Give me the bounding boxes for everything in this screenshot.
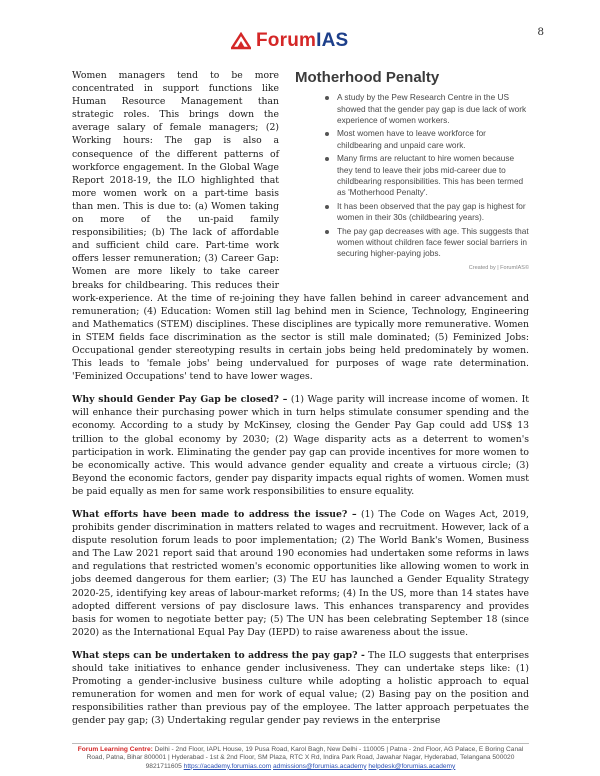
box-item: A study by the Pew Research Centre in the US showed that the gender pay gap is due lack of work experience of women workers.	[337, 92, 529, 126]
footer-phone: 9821711605	[145, 762, 182, 770]
box-item: Most women have to leave workforce for childbearing and unpaid care work.	[337, 128, 529, 151]
box-credit: Created by | ForumIAS©	[468, 264, 529, 271]
logo-text: ForumIAS	[256, 30, 349, 51]
paragraph-why-close	[72, 393, 529, 498]
footer-link-academy[interactable]: https://academy.forumias.com	[183, 762, 272, 770]
section-heading-steps: What steps can be undertaken to address the pay gap? -	[72, 649, 365, 661]
page-header	[0, 26, 600, 56]
box-title: Motherhood Penalty	[295, 69, 440, 86]
footer-link-admissions[interactable]: admissions@forumias.academy	[272, 762, 367, 770]
paragraph-efforts	[72, 508, 529, 639]
paragraph-causes-text: Women managers tend to be more concentrated in support functions like Human Resource Management than strategic roles. This brings down the average salary of female managers; (2) Working hours: The gap is also a consequence of the different patterns of workforce engagement. In the Global Wage Report 2018-19, the ILO highlighted that more women work on a part-time basis than men. This is due to: (a) Women taking on more of the un-paid family responsibilities; (b) The lack of affordable and sufficient child care. Part-time work offers lesser remuneration; (3) Career Gap: Women are more likely to take career breaks for childbearing. This reduces their work-experience. At the time of re-joining they have fallen behind in career advancement and remuneration; (4) Education: Women still lag behind men in Science, Technology, Engineering and Mathematics (STEM) disciplines. These disciplines are typically more remunerative. Women in STEM fields face discrimination as the sector is still male dominated; (5) Feminized Jobs: Occupational gender stereotyping results in certain jobs being held predominately by women. This leads to 'female jobs' being undervalued for purposes of wage rate determination. 'Feminized Occupations' tend to have lower wages.	[72, 70, 529, 383]
paragraph-steps	[72, 649, 529, 728]
forumias-logo-icon	[231, 32, 251, 50]
box-item: It has been observed that the pay gap is highest for women in their 30s (childbearing years).	[337, 201, 529, 224]
paragraph-steps-text: The ILO suggests that enterprises should take initiatives to enhance gender inclusiveness. They can undertake steps like: (1) Promoting a gender-inclusive business culture while adopting a holistic approach to equal remuneration for women and men for work of equal value; (2) Basing pay on the position and responsibilities rather than previous pay of the employee. The latter approach perpetuates the gender pay gap; (3) Undertaking regular gender pay reviews in the enterprise	[72, 649, 529, 727]
section-heading-why: Why should Gender Pay Gap be closed? –	[72, 394, 288, 406]
paragraph-why-text: (1) Wage parity will increase income of women. It will enhance their purchasing power which in turn helps stimulate consumer spending and the economy. According to a study by McKinsey, closing the Gender Pay Gap could add US$ 13 trillion to the global economy by 2030; (2) Wage disparity acts as a deterrent to women's participation in work. Eliminating the gender pay gap can provide incentives for more women to be economically active. This would advance gender equality and create a virtuous circle; (3) Beyond the economic factors, gender pay disparity impacts equal rights of women. Women must be paid equally as men for same work responsibilities to ensure equality.	[72, 394, 529, 497]
forumias-logo	[231, 30, 348, 52]
footer-link-helpdesk[interactable]: helpdesk@forumias.academy	[368, 762, 456, 770]
section-heading-efforts: What efforts have been made to address the issue? –	[72, 509, 357, 520]
footer-address: Delhi - 2nd Floor, IAPL House, 19 Pusa Road, Karol Bagh, New Delhi - 110005 | Patna - 2nd Floor, AG Palace, E Boring Canal Road, Patna, Bihar 800001 | Hyderabad - 1st & 2nd Floor, SM Plaza, RTC X Rd, Indira Park Road, Jawahar Nagar, Hyderabad, Telangana 500020	[86, 746, 524, 762]
box-item: The pay gap decreases with age. This suggests that women without children face fewer social barriers in securing higher-paying jobs.	[337, 225, 529, 259]
motherhood-penalty-box	[289, 71, 529, 275]
footer-label: Forum Learning Centre:	[77, 746, 153, 753]
page-content	[72, 69, 529, 728]
page-footer	[72, 743, 529, 771]
box-item: Many firms are reluctant to hire women because they tend to leave their jobs mid-career due to childbearing responsibilities. This has been termed as 'Motherhood Penalty'.	[337, 153, 529, 199]
paragraph-causes	[72, 69, 529, 383]
box-list	[289, 92, 529, 260]
paragraph-efforts-text: (1) The Code on Wages Act, 2019, prohibits gender discrimination in matters related to wages and recruitment. However, lack of a dispute resolution forum leads to poor implementation; (2) The World Bank's Women, Business and The Law 2021 report said that around 190 economies had undertaken some reforms in laws and regulations that restricted women's economic opportunities like allowing women to work in jobs deemed dangerous for them earlier; (3) The EU has launched a Gender Equality Strategy 2020-25, identifying key areas of labour-market reforms; (4) In the US, more than 14 states have adopted different versions of pay disclosure laws. This enhances transparency and provides basis for women to negotiate better pay; (5) The UN has been celebrating September 18 (since 2020) as the International Equal Pay Day (IEPD) to raise awareness about the issue.	[72, 509, 529, 638]
page-number: 8	[537, 26, 544, 38]
